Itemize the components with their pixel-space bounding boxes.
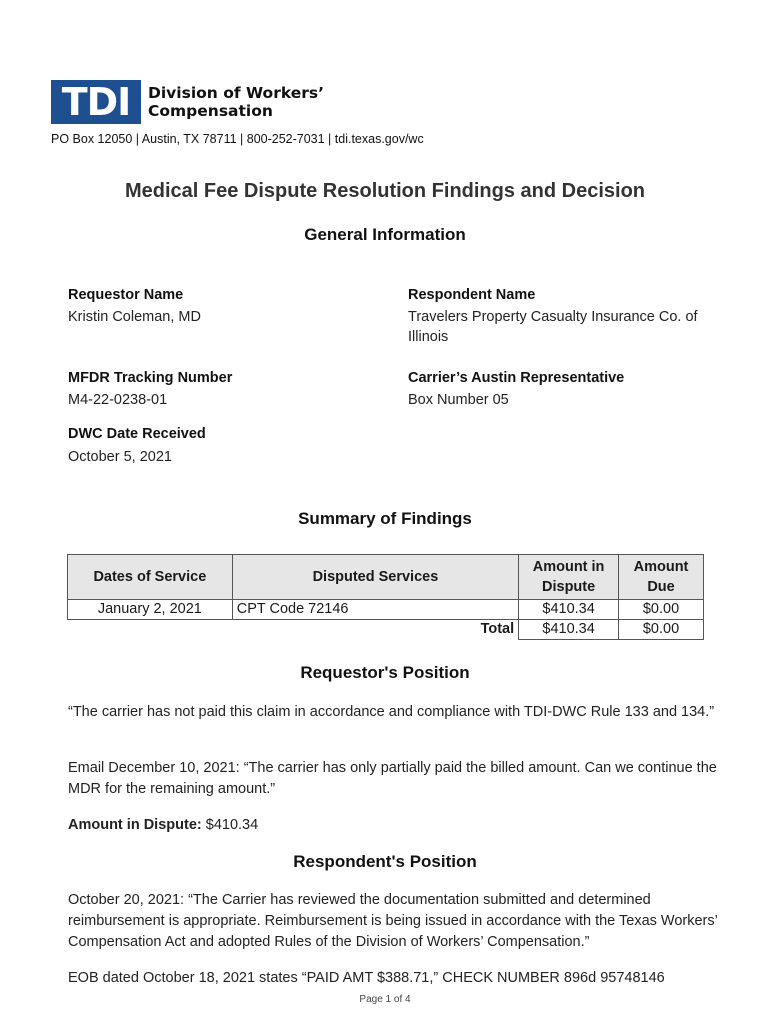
respondent-name-label: Respondent Name bbox=[408, 287, 536, 303]
row-due: $0.00 bbox=[619, 600, 704, 620]
tracking-number-value: M4-22-0238-01 bbox=[68, 392, 168, 408]
date-received-label: DWC Date Received bbox=[68, 426, 206, 442]
page-number: Page 1 of 4 bbox=[359, 994, 411, 1005]
requestor-name-label: Requestor Name bbox=[68, 287, 184, 303]
requestor-quote-2: Email December 10, 2021: “The carrier has only partially paid the billed amount. Can we continue the MDR for the remaining amount.” bbox=[68, 760, 717, 797]
respondent-name-value: Travelers Property Casualty Insurance Co. of Illinois bbox=[408, 309, 698, 345]
column-header-dates: Dates of Service bbox=[68, 555, 233, 600]
amount-in-dispute-label: Amount in Dispute: bbox=[68, 817, 202, 833]
row-date: January 2, 2021 bbox=[68, 600, 233, 620]
total-label: Total bbox=[68, 620, 519, 640]
findings-header-row bbox=[68, 555, 704, 600]
row-dispute: $410.34 bbox=[519, 600, 619, 620]
carrier-representative-label: Carrier’s Austin Representative bbox=[408, 370, 625, 386]
column-header-amount-dispute: Amount in Dispute bbox=[519, 555, 619, 600]
carrier-representative-value: Box Number 05 bbox=[408, 392, 509, 408]
requestor-position-heading: Requestor's Position bbox=[300, 663, 470, 682]
division-name bbox=[148, 84, 324, 120]
column-header-services: Disputed Services bbox=[232, 555, 518, 600]
respondent-position-heading: Respondent's Position bbox=[293, 852, 477, 871]
amount-in-dispute-value: $410.34 bbox=[205, 817, 259, 833]
findings-table bbox=[67, 554, 704, 640]
total-due: $0.00 bbox=[619, 620, 704, 640]
document-title: Medical Fee Dispute Resolution Findings and Decision bbox=[124, 180, 646, 202]
general-information-heading: General Information bbox=[304, 225, 466, 244]
requestor-name-value: Kristin Coleman, MD bbox=[68, 309, 201, 325]
amount-in-dispute bbox=[68, 815, 718, 836]
division-name-line2: Compensation bbox=[148, 102, 273, 120]
table-row bbox=[68, 600, 704, 620]
summary-of-findings-heading: Summary of Findings bbox=[298, 509, 472, 528]
total-row bbox=[68, 620, 704, 640]
requestor-quote-1: “The carrier has not paid this claim in accordance and compliance with TDI-DWC Rule 133 and 134.” bbox=[68, 704, 715, 720]
respondent-quote-1: October 20, 2021: “The Carrier has reviewed the documentation submitted and determined reimbursement is appropriate. Reimbursement is being issued in accordance with the Texas Workers’ Compensation Act and adopted Rules of the Division of Workers’ Compensation.” bbox=[68, 892, 718, 950]
tracking-number-label: MFDR Tracking Number bbox=[68, 370, 233, 386]
respondent-quote-2: EOB dated October 18, 2021 states “PAID AMT $388.71,” CHECK NUMBER 896d 95748146 bbox=[68, 970, 665, 986]
contact-address: PO Box 12050 | Austin, TX 78711 | 800-252-7031 | tdi.texas.gov/wc bbox=[51, 132, 424, 146]
total-dispute: $410.34 bbox=[519, 620, 619, 640]
row-service: CPT Code 72146 bbox=[232, 600, 518, 620]
tdi-logo bbox=[51, 80, 324, 124]
date-received-value: October 5, 2021 bbox=[68, 449, 172, 465]
tdi-logo-mark: TDI bbox=[51, 80, 141, 124]
division-name-line1: Division of Workers’ bbox=[148, 84, 325, 102]
column-header-amount-due: Amount Due bbox=[619, 555, 704, 600]
